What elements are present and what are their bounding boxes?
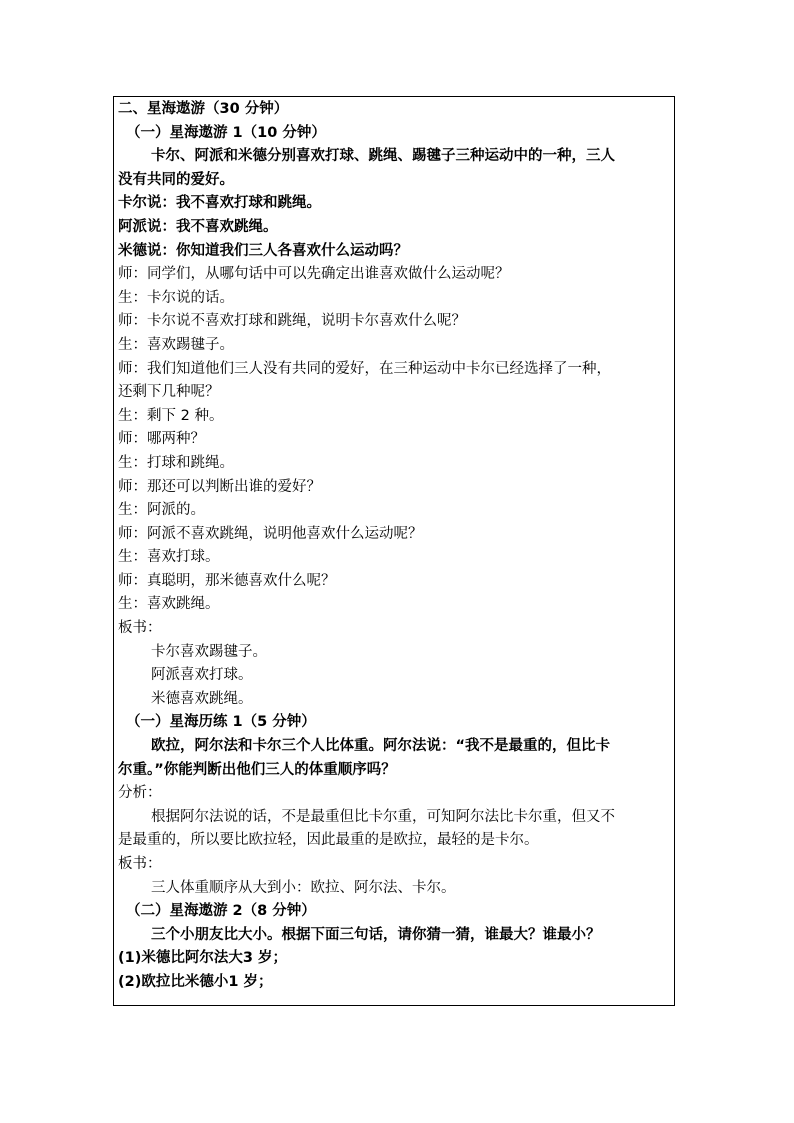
text-line: 生：喜欢打球。 — [118, 549, 220, 566]
text-line: 阿派喜欢打球。 — [151, 667, 253, 684]
text-line: 根据阿尔法说的话，不是最重但比卡尔重，可知阿尔法比卡尔重，但又不 — [151, 808, 615, 825]
text-line: 尔重。”你能判断出他们三人的体重顺序吗？ — [118, 761, 396, 778]
text-line: （一）星海遨游 1（10 分钟） — [126, 124, 326, 141]
text-line: 生：阿派的。 — [118, 502, 205, 519]
text-line: （一）星海历练 1（5 分钟） — [126, 714, 316, 731]
text-line: 卡尔说：我不喜欢打球和跳绳。 — [118, 195, 321, 212]
text-line: 师：那还可以判断出谁的爱好？ — [118, 478, 321, 495]
text-line: 生：打球和跳绳。 — [118, 454, 234, 471]
text-line: （二）星海遨游 2（8 分钟） — [126, 903, 316, 920]
text-line: 还剩下几种呢？ — [118, 384, 220, 401]
text-line: 三个小朋友比大小。根据下面三句话，请你猜一猜，谁最大？谁最小？ — [151, 926, 601, 943]
text-line: 没有共同的爱好。 — [118, 171, 234, 188]
text-line: (1)米德比阿尔法大3 岁； — [118, 950, 287, 967]
text-line: 师：我们知道他们三人没有共同的爱好，在三种运动中卡尔已经选择了一种， — [118, 360, 611, 377]
lesson-content — [118, 98, 670, 995]
text-line: 卡尔喜欢踢毽子。 — [151, 643, 267, 660]
text-line: 三人体重顺序从大到小：欧拉、阿尔法、卡尔。 — [151, 879, 456, 896]
text-line: (2)欧拉比米德小1 岁； — [118, 973, 273, 990]
text-line: 二、星海遨游（30 分钟） — [118, 101, 289, 117]
text-line: 生：喜欢跳绳。 — [118, 596, 220, 613]
text-line: 阿派说：我不喜欢跳绳。 — [118, 218, 278, 235]
text-line: 师：同学们，从哪句话中可以先确定出谁喜欢做什么运动呢？ — [118, 266, 510, 283]
text-line: 是最重的，所以要比欧拉轻，因此最重的是欧拉，最轻的是卡尔。 — [118, 832, 539, 849]
text-line: 欧拉，阿尔法和卡尔三个人比体重。阿尔法说：“我不是最重的，但比卡 — [151, 738, 611, 755]
text-line: 师：卡尔说不喜欢打球和跳绳，说明卡尔喜欢什么呢？ — [118, 313, 466, 330]
text-line: 板书： — [118, 620, 162, 637]
text-line: 米德喜欢跳绳。 — [151, 690, 253, 707]
text-line: 师：真聪明，那米德喜欢什么呢？ — [118, 572, 336, 589]
text-line: 米德说：你知道我们三人各喜欢什么运动吗？ — [118, 242, 408, 259]
text-line: 分析： — [118, 785, 162, 802]
text-line: 生：卡尔说的话。 — [118, 289, 234, 306]
text-line: 卡尔、阿派和米德分别喜欢打球、跳绳、踢毽子三种运动中的一种，三人 — [151, 148, 615, 165]
text-line: 师：哪两种？ — [118, 431, 205, 448]
text-line: 生：剩下 2 种。 — [118, 407, 224, 424]
text-line: 生：喜欢踢毽子。 — [118, 336, 234, 353]
text-line: 板书： — [118, 856, 162, 872]
text-line: 师：阿派不喜欢跳绳，说明他喜欢什么运动呢？ — [118, 525, 423, 542]
